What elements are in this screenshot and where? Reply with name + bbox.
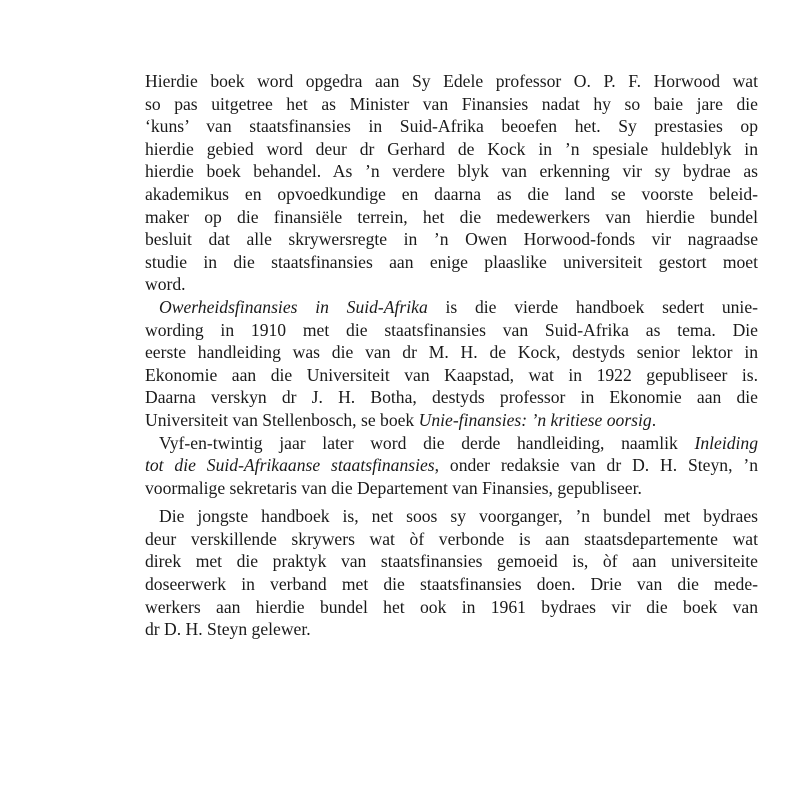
book-title: tot die Suid-Afrikaanse staatsfinansies [145, 455, 435, 476]
text-run: is die vierde handboek sedert unie- [427, 296, 758, 317]
text-line: studie in die staatsfinansies aan enige plaaslike universiteit gestort moet [145, 251, 758, 272]
text-line: werkers aan hierdie bundel het ook in 1961 bydraes vir die boek van [145, 596, 758, 617]
text-line [145, 432, 758, 455]
text-line: besluit dat alle skrywersregte in ’n Owen Horwood-fonds vir nagraadse [145, 229, 758, 250]
book-title: Owerheidsfinansies in Suid-Afrika [159, 296, 428, 317]
book-title: Inleiding [694, 432, 758, 453]
text-line: doseerwerk in verband met die staatsfinansies doen. Drie van die mede- [145, 574, 758, 595]
text-line: Die jongste handboek is, net soos sy voorganger, ’n bundel met bydraes [159, 506, 758, 527]
text-line: ‘kuns’ van staatsfinansies in Suid-Afrika beoefen het. Sy prestasies op [145, 116, 758, 137]
text-line: voormalige sekretaris van die Departement van Finansies, gepubliseer. [145, 477, 642, 498]
text-run: , onder redaksie van dr D. H. Steyn, ’n [434, 455, 759, 476]
text-line: Daarna verskyn dr J. H. Botha, destyds professor in Ekonomie aan die [145, 387, 758, 408]
book-title: Unie-finansies: ’n kritiese oorsig [418, 409, 652, 430]
text-line: Hierdie boek word opgedra aan Sy Edele professor O. P. F. Horwood wat [145, 71, 758, 91]
text-line: dr D. H. Steyn gelewer. [145, 619, 311, 640]
text-line: so pas uitgetree het as Minister van Finansies nadat hy so baie jare die [145, 93, 758, 114]
paragraph-dedication [145, 70, 758, 296]
text-run: Universiteit van Stellenbosch, se boek [145, 409, 419, 430]
text-line [145, 296, 758, 319]
text-line: direk met die praktyk van staatsfinansies gemoeid is, òf aan universiteite [145, 551, 758, 572]
paragraph-history [145, 296, 758, 432]
paragraph-third-handbook [145, 432, 758, 500]
text-line: deur verskillende skrywers wat òf verbonde is aan staatsdepartemente wat [145, 528, 758, 549]
text-line: hierdie gebied word deur dr Gerhard de Kock in ’n spesiale huldeblyk in [145, 138, 758, 159]
text-run: Vyf-en-twintig jaar later word die derde handleiding, naamlik [159, 432, 695, 453]
paragraph-latest-handbook [145, 505, 758, 641]
text-line: hierdie boek behandel. As ’n verdere blyk van erkenning vir sy bydrae as [145, 161, 758, 182]
text-run: . [651, 409, 657, 430]
text-line: maker op die finansiële terrein, het die medewerkers van hierdie bundel [145, 206, 758, 227]
text-line [145, 454, 758, 477]
body-text [145, 70, 758, 641]
text-line [145, 409, 758, 432]
text-line: wording in 1910 met die staatsfinansies van Suid-Afrika as tema. Die [145, 319, 758, 340]
text-line: word. [145, 274, 186, 295]
text-line: Ekonomie aan die Universiteit van Kaapstad, wat in 1922 gepubliseer is. [145, 364, 758, 385]
text-line: akademikus en opvoedkundige en daarna as die land se voorste beleid- [145, 183, 758, 204]
text-line: eerste handleiding was die van dr M. H. de Kock, destyds senior lektor in [145, 342, 758, 363]
